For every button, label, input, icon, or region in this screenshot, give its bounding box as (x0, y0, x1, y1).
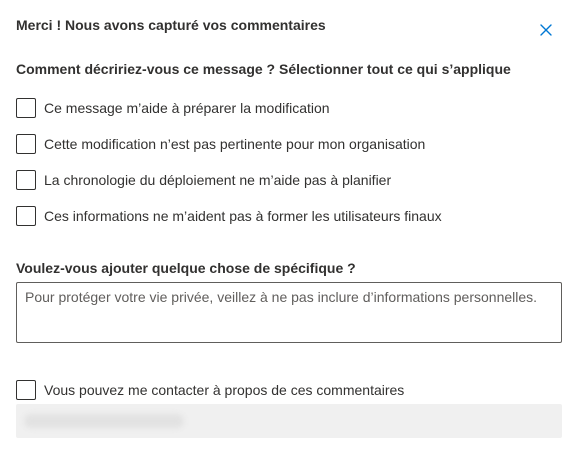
checkbox[interactable] (16, 206, 36, 226)
redacted-email (24, 414, 184, 428)
contact-checkbox[interactable] (16, 380, 36, 400)
contact-consent-option[interactable] (16, 380, 404, 400)
option-label: Ce message m’aide à préparer la modification (44, 100, 330, 116)
feedback-question: Comment décririez-vous ce message ? Sélectionner tout ce qui s’applique (16, 61, 511, 77)
checkbox[interactable] (16, 134, 36, 154)
panel-title: Merci ! Nous avons capturé vos commentaires (16, 17, 326, 33)
close-icon (540, 24, 552, 36)
option-prepare-change[interactable] (16, 98, 330, 118)
option-not-relevant[interactable] (16, 134, 425, 154)
contact-label: Vous pouvez me contacter à propos de ces commentaires (44, 382, 405, 398)
option-timeline-not-helpful[interactable] (16, 170, 391, 190)
option-training-not-helpful[interactable] (16, 206, 442, 226)
option-label: La chronologie du déploiement ne m’aide pas à planifier (44, 172, 392, 188)
checkbox[interactable] (16, 98, 36, 118)
contact-email-field[interactable] (16, 404, 562, 438)
option-label: Ces informations ne m’aident pas à former les utilisateurs finaux (44, 208, 442, 224)
comments-textarea[interactable]: Pour protéger votre vie privée, veillez à ne pas inclure d’informations personnelles. (16, 282, 562, 343)
checkbox[interactable] (16, 170, 36, 190)
option-label: Cette modification n’est pas pertinente pour mon organisation (44, 136, 426, 152)
close-button[interactable] (536, 20, 556, 40)
specific-question: Voulez-vous ajouter quelque chose de spécifique ? (16, 260, 356, 276)
